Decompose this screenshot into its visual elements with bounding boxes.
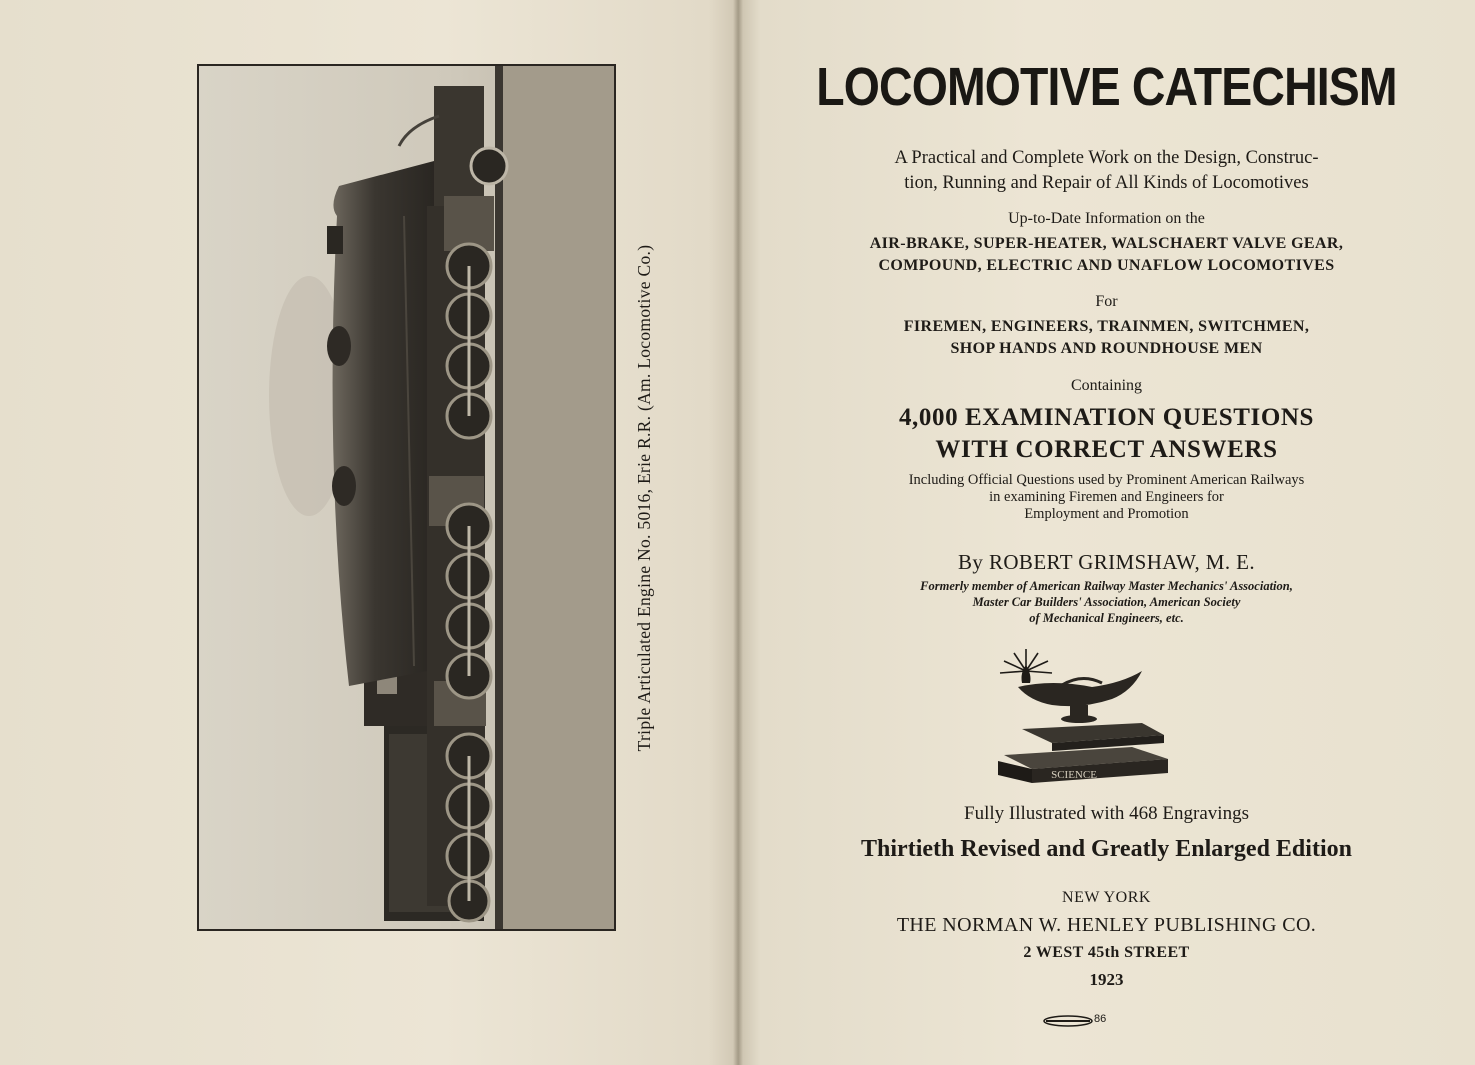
including-line: in examining Firemen and Engineers for bbox=[989, 489, 1224, 505]
publisher-address: 2 WEST 45th STREET bbox=[1023, 944, 1190, 961]
including-line: Including Official Questions used by Prominent American Railways bbox=[908, 472, 1305, 488]
questions-heading: WITH CORRECT ANSWERS bbox=[935, 436, 1278, 463]
containing-text: Containing bbox=[1070, 377, 1143, 394]
uptodate-text: Up-to-Date Information on the bbox=[1008, 210, 1205, 227]
illustrations-note: Fully Illustrated with 468 Engravings bbox=[964, 803, 1249, 824]
author-affiliation: of Mechanical Engineers, etc. bbox=[1029, 611, 1184, 625]
emblem-book-label: SCIENCE bbox=[1051, 769, 1097, 781]
publication-year: 1923 bbox=[1089, 970, 1124, 989]
publisher-name: THE NORMAN W. HENLEY PUBLISHING CO. bbox=[896, 914, 1317, 936]
subtitle-line: A Practical and Complete Work on the Design, Construc- bbox=[894, 148, 1319, 168]
audience-line: FIREMEN, ENGINEERS, TRAINMEN, SWITCHMEN, bbox=[903, 318, 1310, 335]
author-affiliation: Formerly member of American Railway Master Mechanics' Association, bbox=[920, 579, 1293, 593]
book-title: LOCOMOTIVE CATECHISM bbox=[816, 57, 1397, 117]
lamp-of-knowledge-icon bbox=[992, 643, 1174, 789]
author-name: By ROBERT GRIMSHAW, M. E. bbox=[957, 550, 1256, 574]
subtitle-line: tion, Running and Repair of All Kinds of Locomotives bbox=[904, 173, 1309, 193]
including-line: Employment and Promotion bbox=[1024, 506, 1189, 522]
topics-line: AIR-BRAKE, SUPER-HEATER, WALSCHAERT VALVE GEAR, bbox=[869, 235, 1344, 252]
locomotive-illustration bbox=[199, 66, 614, 929]
publisher-city: NEW YORK bbox=[1062, 889, 1151, 906]
title-page bbox=[738, 0, 1475, 1065]
locomotive-photo bbox=[197, 64, 616, 931]
printer-mark-number: 86 bbox=[1094, 1013, 1107, 1025]
questions-heading: 4,000 EXAMINATION QUESTIONS bbox=[898, 404, 1315, 431]
audience-line: SHOP HANDS AND ROUNDHOUSE MEN bbox=[950, 340, 1263, 357]
author-affiliation: Master Car Builders' Association, American Society bbox=[972, 595, 1241, 609]
for-text: For bbox=[1095, 293, 1118, 310]
frontispiece-caption: Triple Articulated Engine No. 5016, Erie R.R. (Am. Locomotive Co.) bbox=[634, 244, 654, 752]
edition-note: Thirtieth Revised and Greatly Enlarged Edition bbox=[861, 836, 1352, 862]
topics-line: COMPOUND, ELECTRIC AND UNAFLOW LOCOMOTIVES bbox=[878, 257, 1335, 274]
